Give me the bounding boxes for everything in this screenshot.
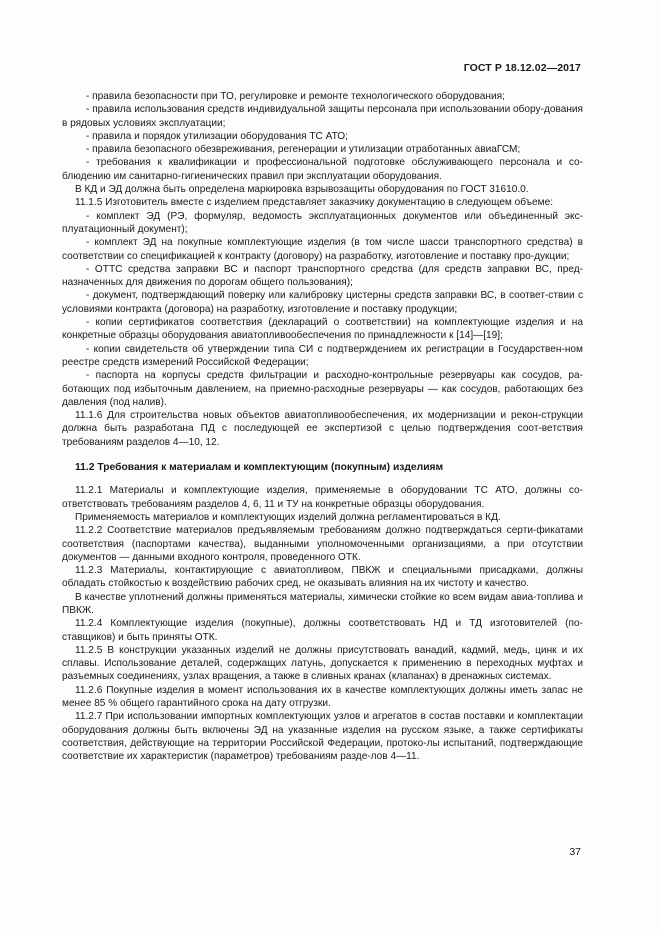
list-item: - правила использования средств индивидуальной защиты персонала при использовании обору-дования в рядовых условиях эксплуатации; [62, 104, 583, 129]
list-item: - документ, подтверждающий поверку или калибровку цистерны средств заправки ВС, в соответ-ствии с условиями контракта (договора) на разработку, изготовление и поставку продукции; [62, 290, 583, 315]
paragraph: Применяемость материалов и комплектующих изделий должна регламентироваться в КД. [75, 511, 501, 523]
document-body [62, 90, 583, 764]
list-item: - правила безопасности при ТО, регулировке и ремонте технологического оборудования; [86, 91, 505, 102]
paragraph: 11.1.5 Изготовитель вместе с изделием представляет заказчику документацию в следующем объеме: [75, 197, 554, 209]
paragraph: 11.2.3 Материалы, контактирующие с авиатопливом, ПВКЖ и специальными присадками, должны обладать стойкостью к воздействию рабочих сред, не оказывать влияния на их чистоту и качество. [62, 565, 583, 590]
paragraph: 11.2.5 В конструкции указанных изделий не должны присутствовать ванадий, кадмий, медь, цинк и их сплавы. Использование деталей, содержащих латунь, допускается к применению в переходных муфтах и разъемных соединениях, узлах вращения, а также в сливных кранах (клапанах) в дренажных системах. [62, 644, 583, 683]
paragraph: В КД и ЭД должна быть определена маркировка взрывозащиты оборудования по ГОСТ 31610.0. [75, 184, 529, 196]
list-item: - правила безопасного обезвреживания, регенерации и утилизации отработанных авиаГСМ; [86, 144, 521, 156]
paragraph: 11.2.6 Покупные изделия в момент использования их в качестве комплектующих должны иметь запас не менее 85 % общего гарантийного срока на дату отгрузки. [62, 684, 583, 710]
standard-header: ГОСТ Р 18.12.02—2017 [463, 62, 581, 74]
paragraph: 11.1.6 Для строительства новых объектов авиатопливообеспечения, их модернизации и рекон-струкции должна быть разработана ПД с последующей ее экспертизой с целью подтверждения соот-ветствия требованиям разделов 4—10, 12. [62, 410, 583, 448]
list-item: - ОТТС средства заправки ВС и паспорт транспортного средства (для средств заправки ВС, пред-назначенных для движения по дорогам общего пользования); [62, 263, 583, 289]
paragraph: 11.2.1 Материалы и комплектующие изделия, применяемые в оборудовании ТС АТО, должны со-ответствовать требованиям разделов 4, 6, 11 и ТУ на конкретные образцы оборудования. [62, 485, 583, 510]
paragraph: 11.2.7 При использовании импортных комплектующих узлов и агрегатов в состав поставки и комплектации оборудования должны быть включены ЭД на указанные изделия на русском языке, а также сертификаты соответствия, действующие на территории Российской Федерации, протоко-лы испытаний, подтверждающие соответствие их характеристик (параметров) требованиям разде-лов 4—11. [62, 711, 583, 763]
list-item: - комплект ЭД (РЭ, формуляр, ведомость эксплуатационных документов или объединенный экс-плуатационный документ); [62, 210, 583, 235]
paragraph: 11.2.2 Соответствие материалов предъявляемым требованиям должно подтверждаться серти-фикатами соответствия (паспортами качества), выданными уполномоченными организациями, а при отсутствии документов — данными входного контроля, проведенного ОТК. [62, 525, 583, 563]
list-item: - копии свидетельств об утверждении типа СИ с подтверждением их регистрации в Государствен-ном реестре средств измерений Российской Федерации; [62, 343, 583, 368]
list-item: - комплект ЭД на покупные комплектующие изделия (в том числе шасси транспортного средства) в соответствии со спецификацией к контракту (договору) на разработку, изготовление и поставку про-дукции; [62, 237, 583, 262]
section-heading: 11.2 Требования к материалам и комплектующим (покупным) изделиям [75, 462, 444, 474]
paragraph: В качестве уплотнений должны применяться материалы, химически стойкие ко всем видам авиа-топлива и ПВКЖ. [62, 591, 583, 616]
page-number: 37 [569, 846, 581, 858]
list-item: - требования к квалификации и профессиональной подготовке обслуживающего персонала и со-блюдению им санитарно-гигиенических правил при эксплуатации оборудования. [62, 157, 583, 182]
list-item: - паспорта на корпусы средств фильтрации и расходно-контрольные резервуары как сосудов, ра-ботающих под избыточным давлением, на приемно-расходные резервуары — как сосудов, работающих без давления (под налив). [62, 370, 583, 408]
paragraph: 11.2.4 Комплектующие изделия (покупные), должны соответствовать НД и ТД изготовителей (по-ставщиков) и быть приняты ОТК. [62, 618, 583, 643]
list-item: - правила и порядок утилизации оборудования ТС АТО; [86, 130, 348, 142]
list-item: - копии сертификатов соответствия (деклараций о соответствии) на комплектующие изделия и на конкретные образцы оборудования авиатопливообеспечения по принадлежности к [14]—[19]; [62, 317, 583, 342]
